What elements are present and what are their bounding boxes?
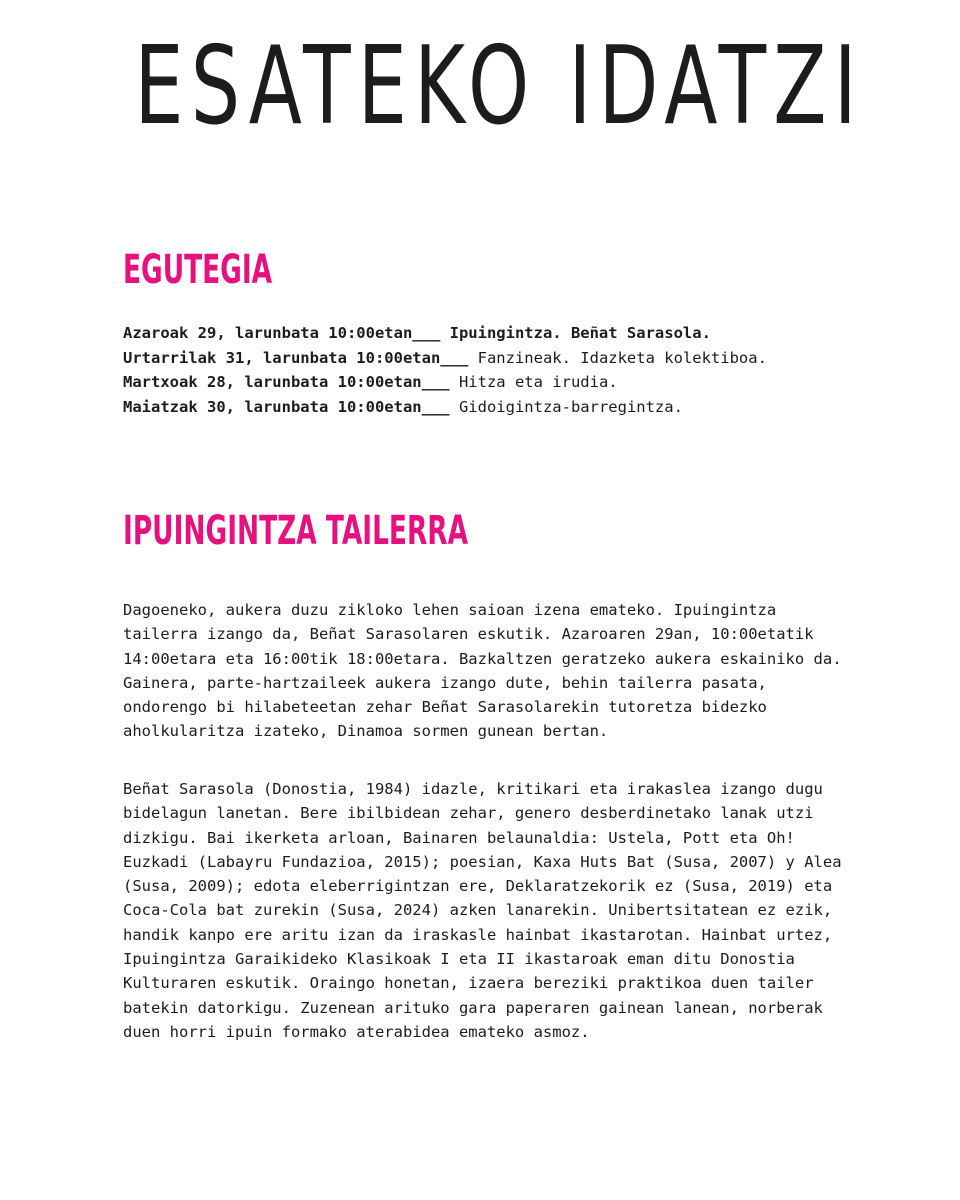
calendar-item-date: Martxoak 28, larunbata 10:00etan___: [123, 373, 450, 391]
paragraph-line: (Susa, 2009); edota eleberrigintzan ere, Deklaratzekorik ez (Susa, 2019) eta: [123, 877, 833, 896]
paragraph-line: bidelagun lanetan. Bere ibilbidean zehar, genero desberdinetako lanak utzi: [123, 804, 814, 823]
paragraph-line: dizkigu. Bai ikerketa arloan, Bainaren belaunaldia: Ustela, Pott eta Oh!: [123, 828, 795, 847]
page-title: ESATEKO IDATZI: [134, 24, 864, 149]
paragraph-line: tailerra izango da, Beñat Sarasolaren eskutik. Azaroaren 29an, 10:00etatik: [123, 625, 814, 644]
calendar-item-date: Urtarrilak 31, larunbata 10:00etan___: [123, 348, 469, 367]
calendar-item-topic: Ipuingintza. Beñat Sarasola.: [449, 324, 711, 342]
instructor-bio-paragraph: [123, 777, 863, 1044]
calendar-item: [123, 395, 903, 420]
paragraph-line: aholkularitza izateko, Dinamoa sormen gunean bertan.: [123, 722, 609, 741]
calendar-item-date: Azaroak 29, larunbata 10:00etan___: [123, 324, 441, 342]
paragraph-line: Dagoeneko, aukera duzu zikloko lehen saioan izena emateko. Ipuingintza: [123, 601, 777, 619]
calendar-item-topic: Hitza eta irudia.: [458, 373, 618, 391]
paragraph-line: ondorengo bi hilabeteetan zehar Beñat Sarasolarekin tutoretza bidezko: [123, 698, 767, 717]
calendar-item-topic: Gidoigintza-barregintza.: [458, 397, 683, 416]
workshop-intro-paragraph: [123, 598, 863, 744]
paragraph-line: Gainera, parte-hartzaileek aukera izango dute, behin tailerra pasata,: [123, 673, 767, 692]
calendar-item-date: Maiatzak 30, larunbata 10:00etan___: [123, 397, 450, 416]
paragraph-line: batekin datorkigu. Zuzenean arituko gara paperaren gainean lanean, norberak: [123, 998, 823, 1017]
workshop-heading: IPUINGINTZA TAILERRA: [123, 508, 469, 554]
paragraph-line: Euzkadi (Labayru Fundazioa, 2015); poesian, Kaxa Huts Bat (Susa, 2007) y Alea: [123, 852, 842, 871]
calendar-item: [123, 321, 903, 346]
paragraph-line: Beñat Sarasola (Donostia, 1984) idazle, kritikari eta irakaslea izango dugu: [123, 780, 823, 798]
calendar-list: [123, 321, 903, 419]
paragraph-line: 14:00etara eta 16:00tik 18:00etara. Bazkaltzen geratzeko aukera eskainiko da.: [123, 649, 842, 668]
paragraph-line: handik kanpo ere aritu izan da iraskasle hainbat ikastarotan. Hainbat urtez,: [123, 925, 833, 944]
paragraph-line: duen horri ipuin formako aterabidea emateko asmoz.: [123, 1022, 590, 1041]
calendar-item: [123, 370, 903, 395]
calendar-heading: EGUTEGIA: [123, 247, 273, 293]
paragraph-line: Ipuingintza Garaikideko Klasikoak I eta II ikastaroak eman ditu Donostia: [123, 950, 795, 969]
calendar-item-topic: Fanzineak. Idazketa kolektiboa.: [477, 348, 767, 367]
calendar-item: [123, 346, 903, 371]
paragraph-line: Kulturaren eskutik. Oraingo honetan, izaera bereziki praktikoa duen tailer: [123, 974, 814, 993]
paragraph-line: Coca-Cola bat zurekin (Susa, 2024) azken lanarekin. Unibertsitatean ez ezik,: [123, 901, 833, 920]
